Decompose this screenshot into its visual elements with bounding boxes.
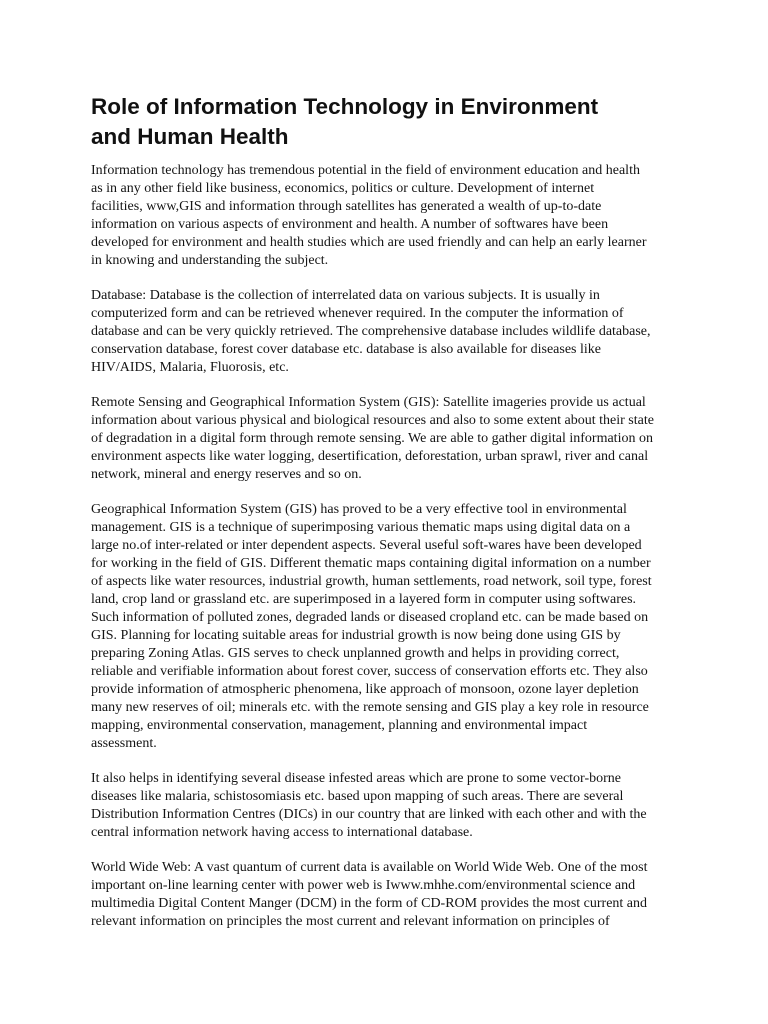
paragraph-line: facilities, www,GIS and information through satellites has generated a wealth of up-to-date <box>91 199 602 214</box>
paragraph-line: reliable and verifiable information about forest cover, success of conservation efforts etc. They also <box>91 664 648 679</box>
paragraph-line: World Wide Web: A vast quantum of current data is available on World Wide Web. One of the most <box>91 860 648 875</box>
paragraph-line: network, mineral and energy reserves and so on. <box>91 467 362 482</box>
paragraph-line: in knowing and understanding the subject. <box>91 253 329 268</box>
paragraph-line: assessment. <box>91 736 157 751</box>
paragraph-line: database and can be very quickly retrieved. The comprehensive database includes wildlife database, <box>91 324 651 339</box>
paragraph-line: HIV/AIDS, Malaria, Fluorosis, etc. <box>91 360 289 375</box>
paragraph-line: central information network having access to international database. <box>91 825 473 840</box>
title-line: and Human Health <box>91 124 289 149</box>
paragraph-line: information on various aspects of environment and health. A number of softwares have been <box>91 217 609 232</box>
paragraph-world-wide-web <box>91 859 683 931</box>
paragraph-line: Information technology has tremendous potential in the field of environment education and health <box>91 163 640 178</box>
paragraph-line: It also helps in identifying several disease infested areas which are prone to some vector-borne <box>91 771 621 786</box>
paragraph-intro <box>91 162 683 270</box>
paragraph-line: many new reserves of oil; minerals etc. with the remote sensing and GIS play a key role in resource <box>91 700 649 715</box>
paragraph-line: environment aspects like water logging, desertification, deforestation, urban sprawl, river and canal <box>91 449 649 464</box>
paragraph-line: GIS. Planning for locating suitable areas for industrial growth is now being done using GIS by <box>91 628 621 643</box>
paragraph-line: multimedia Digital Content Manger (DCM) in the form of CD-ROM provides the most current and <box>91 896 648 911</box>
paragraph-line: important on-line learning center with power web is Iwww.mhhe.com/environmental science and <box>91 878 636 893</box>
paragraph-line: information about various physical and biological resources and also to some extent about their state <box>91 413 654 428</box>
paragraph-line: Such information of polluted zones, degraded lands or diseased cropland etc. can be made based on <box>91 610 649 625</box>
paragraph-line: as in any other field like business, economics, politics or culture. Development of internet <box>91 181 595 196</box>
document-title <box>91 92 683 152</box>
paragraph-gis <box>91 501 683 753</box>
paragraph-line: of degradation in a digital form through remote sensing. We are able to gather digital information on <box>91 431 653 446</box>
paragraph-line: mapping, environmental conservation, management, planning and environmental impact <box>91 718 588 733</box>
paragraph-line: of aspects like water resources, industrial growth, human settlements, road network, soil type, forest <box>91 574 652 589</box>
paragraph-line: land, crop land or grassland etc. are superimposed in a layered form in computer using softwares. <box>91 592 637 607</box>
paragraph-line: Database: Database is the collection of interrelated data on various subjects. It is usually in <box>91 288 600 303</box>
paragraph-line: developed for environment and health studies which are used friendly and can help an early learner <box>91 235 647 250</box>
paragraph-line: Remote Sensing and Geographical Information System (GIS): Satellite imageries provide us actual <box>91 395 646 410</box>
paragraph-line: computerized form and can be retrieved whenever required. In the computer the information of <box>91 306 624 321</box>
title-line: Role of Information Technology in Environment <box>91 94 599 119</box>
paragraph-line: relevant information on principles the most current and relevant information on principles of <box>91 914 610 929</box>
document-page <box>91 92 683 948</box>
paragraph-line: diseases like malaria, schistosomiasis etc. based upon mapping of such areas. There are several <box>91 789 624 804</box>
paragraph-line: conservation database, forest cover database etc. database is also available for diseases like <box>91 342 602 357</box>
paragraph-line: preparing Zoning Atlas. GIS serves to check unplanned growth and helps in providing correct, <box>91 646 620 661</box>
paragraph-line: large no.of inter-related or inter dependent aspects. Several useful soft-wares have been developed <box>91 538 642 553</box>
paragraph-database <box>91 287 683 377</box>
paragraph-line: Geographical Information System (GIS) has proved to be a very effective tool in environmental <box>91 502 627 517</box>
paragraph-line: management. GIS is a technique of superimposing various thematic maps using digital data on a <box>91 520 631 535</box>
paragraph-disease-mapping <box>91 770 683 842</box>
paragraph-line: for working in the field of GIS. Different thematic maps containing digital information on a number <box>91 556 651 571</box>
paragraph-line: Distribution Information Centres (DICs) in our country that are linked with each other and with the <box>91 807 647 822</box>
paragraph-remote-sensing <box>91 394 683 484</box>
paragraph-line: provide information of atmospheric phenomena, like approach of monsoon, ozone layer depletion <box>91 682 639 697</box>
